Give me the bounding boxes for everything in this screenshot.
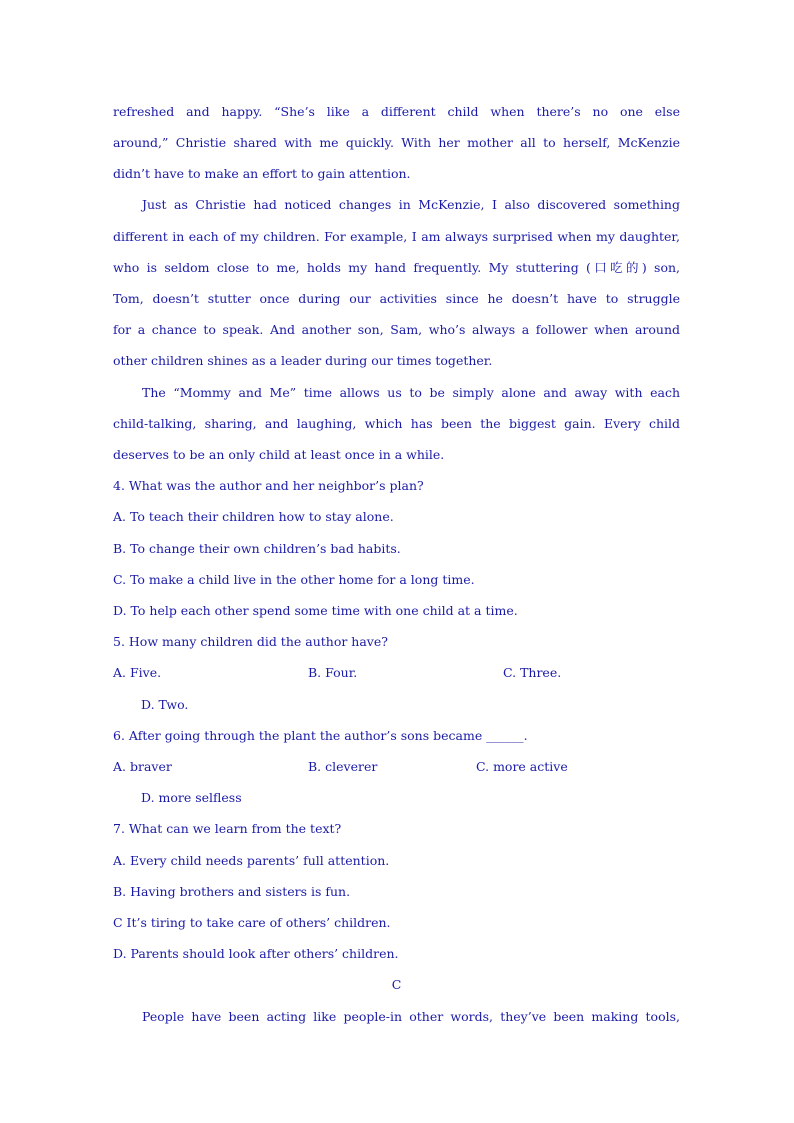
paragraph-line: didn’t have to make an effort to gain attention. bbox=[113, 166, 411, 181]
question-5-option-a: A. Five. bbox=[113, 665, 162, 680]
paragraph-line: The “Mommy and Me” time allows us to be simply alone and away with each bbox=[142, 385, 680, 400]
document-page bbox=[113, 0, 680, 1123]
question-7-stem: 7. What can we learn from the text? bbox=[113, 821, 342, 836]
section-heading: C bbox=[391, 977, 402, 992]
question-6-stem: 6. After going through the plant the author’s sons became ______. bbox=[113, 728, 528, 743]
question-4-option-a: A. To teach their children how to stay alone. bbox=[113, 509, 394, 524]
question-6-option-b: B. cleverer bbox=[308, 759, 378, 774]
paragraph-line: refreshed and happy. “She’s like a different child when there’s no one else bbox=[113, 104, 680, 119]
question-4-option-b: B. To change their own children’s bad habits. bbox=[113, 541, 401, 556]
paragraph-line: different in each of my children. For example, I am always surprised when my daughter, bbox=[113, 229, 680, 244]
question-6-option-c: C. more active bbox=[476, 759, 568, 774]
paragraph-line: around,” Christie shared with me quickly. With her mother all to herself, McKenzie bbox=[113, 135, 680, 150]
paragraph-line: People have been acting like people-in other words, they’ve been making tools, bbox=[142, 1009, 680, 1024]
question-5-option-d: D. Two. bbox=[141, 697, 189, 712]
question-6-option-d: D. more selfless bbox=[141, 790, 242, 805]
question-6-option-a: A. braver bbox=[113, 759, 172, 774]
question-5-stem: 5. How many children did the author have? bbox=[113, 634, 388, 649]
question-7-option-b: B. Having brothers and sisters is fun. bbox=[113, 884, 351, 899]
paragraph-line: Just as Christie had noticed changes in McKenzie, I also discovered something bbox=[142, 197, 680, 212]
paragraph-line: child-talking, sharing, and laughing, which has been the biggest gain. Every child bbox=[113, 416, 680, 431]
paragraph-line: deserves to be an only child at least once in a while. bbox=[113, 447, 445, 462]
question-4-stem: 4. What was the author and her neighbor’s plan? bbox=[113, 478, 424, 493]
question-7-option-a: A. Every child needs parents’ full attention. bbox=[113, 853, 390, 868]
question-7-option-d: D. Parents should look after others’ children. bbox=[113, 946, 399, 961]
question-5-option-c: C. Three. bbox=[503, 665, 562, 680]
paragraph-line: other children shines as a leader during our times together. bbox=[113, 353, 493, 368]
question-4-option-d: D. To help each other spend some time with one child at a time. bbox=[113, 603, 518, 618]
paragraph-line: who is seldom close to me, holds my hand frequently. My stuttering (口吃的) son, bbox=[113, 260, 680, 275]
paragraph-line: Tom, doesn’t stutter once during our activities since he doesn’t have to struggle bbox=[113, 291, 680, 306]
question-4-option-c: C. To make a child live in the other home for a long time. bbox=[113, 572, 475, 587]
paragraph-line: for a chance to speak. And another son, Sam, who’s always a follower when around bbox=[113, 322, 680, 337]
question-5-option-b: B. Four. bbox=[308, 665, 358, 680]
question-7-option-c: C It’s tiring to take care of others’ children. bbox=[113, 915, 391, 930]
